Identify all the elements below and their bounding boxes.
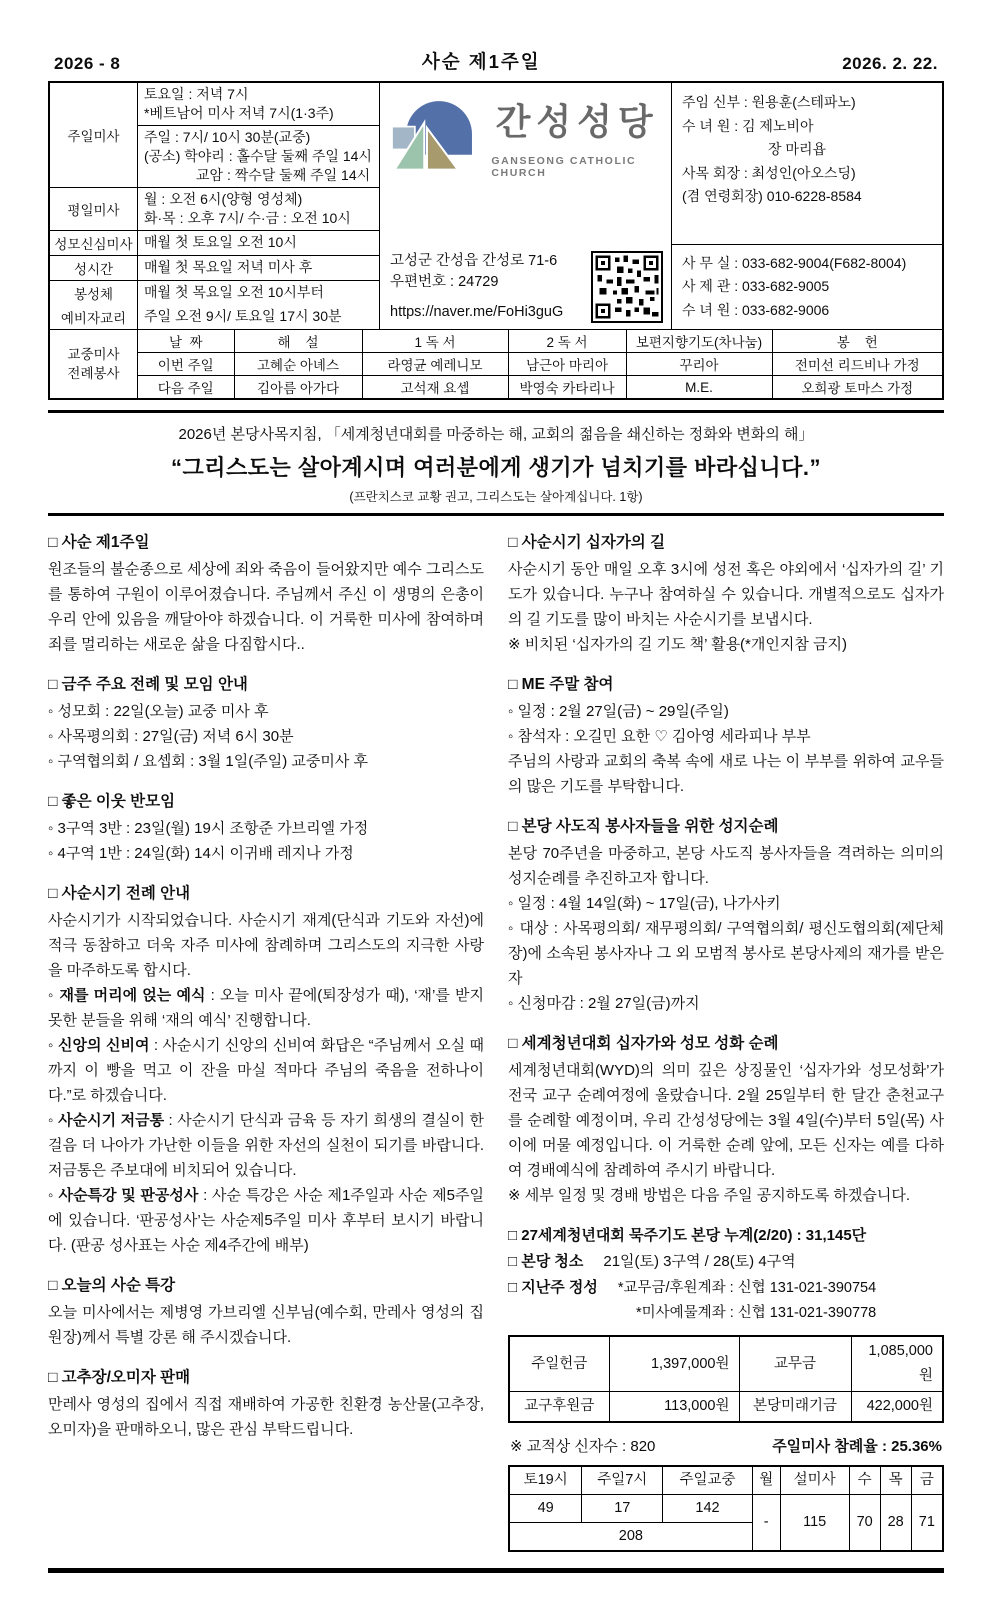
section-body: 만레사 영성의 집에서 직접 재배하여 가공한 친환경 농산물(고추장, 오미자)을 판매하오니, 많은 관심 부탁드립니다. [48, 1396, 484, 1438]
section-lent-liturgy-guide [48, 881, 484, 1258]
offering-account-line-2: *미사예물계좌 : 신협 131-021-390778 [636, 1305, 877, 1321]
section-body: 사순시기 동안 매일 오후 3시에 성전 혹은 야외에서 ‘십자가의 길’ 기도가 있습니다. 누구나 참여하실 수 있습니다. 개별적으로도 십자가의 길 기도를 많이 바치는 사순시기를 보냅시다. [508, 561, 944, 628]
council-phone-line: (겸 연령회장) 010-6228-8584 [682, 188, 862, 204]
holy-hour-time: 매월 첫 목요일 저녁 미사 후 [138, 256, 379, 281]
parish-info-table [48, 81, 944, 400]
rectory-phone-line: 사 제 관 : 033-682-9005 [682, 278, 830, 294]
section-body: 오늘 미사에서는 제병영 가브리엘 신부님(예수회, 만레사 영성의 집 원장)께서 특별 강론 해 주시겠습니다. [48, 1304, 484, 1346]
section-body: 주님의 사랑과 교회의 축복 속에 새로 나는 이 부부를 위하여 교우들의 많은 기도를 부탁합니다. [508, 753, 944, 795]
section-title: □ ME 주말 참여 [508, 676, 614, 693]
weekday-mass-times: 월 : 오전 6시(양형 영성체) 화·목 : 오후 7시/ 수·금 : 오전 10시 [138, 188, 379, 231]
left-column [48, 526, 484, 1552]
offerings-table [508, 1335, 944, 1423]
holy-hour-label: 성시간 [50, 256, 138, 281]
qr-code [591, 251, 663, 323]
council-president-line: 사목 회장 : 최성인(아오스딩) [682, 164, 856, 181]
map-link: https://naver.me/FoHi3guG [390, 304, 564, 320]
liturgy-roster-table [138, 330, 942, 398]
list-item: ◦ 참석자 : 오길민 요한 ♡ 김아영 세라피나 부부 [508, 728, 811, 745]
church-address-block [390, 251, 563, 323]
section-weekly-meetings [48, 672, 484, 774]
church-address: 고성군 간성읍 간성로 71-6 [390, 253, 558, 269]
section-title: □ 좋은 이웃 반모임 [48, 793, 176, 810]
catechumen-time: 주일 오전 9시/ 토요일 17시 30분 [144, 308, 342, 324]
bottom-rule [48, 1568, 944, 1573]
communion-visit-time: 매월 첫 목요일 오전 10시부터 [144, 284, 324, 300]
convent-phone-line: 수 녀 원 : 033-682-9006 [682, 301, 830, 318]
theme-quote: “그리스도는 살아계시며 여러분에게 생기가 넘치기를 바라십니다.” [171, 455, 821, 480]
offering-account-line: □ 지난주 정성 *교무금/후원계좌 : 신협 131-021-390754 [508, 1279, 877, 1296]
table-row: 교구후원금 113,000원 본당미래기금 422,000원 [509, 1392, 943, 1423]
marian-mass-label: 성모신심미사 [50, 231, 138, 256]
section-me-weekend [508, 672, 944, 799]
bulletin-date: 2026. 2. 22. [842, 54, 938, 73]
right-column [508, 526, 944, 1552]
section-note: ※ 세부 일정 및 경배 방법은 다음 주일 공지하도록 하겠습니다. [508, 1187, 911, 1204]
convent-line: 수 녀 원 : 김 제노비아 [682, 117, 814, 134]
section-title: □ 고추장/오미자 판매 [48, 1369, 191, 1386]
table-row: 주일헌금 1,397,000원 교무금 1,085,000원 [509, 1336, 943, 1392]
contacts-block [672, 83, 942, 329]
postal-code: 우편번호 : 24729 [390, 274, 499, 290]
liturgy-roster [50, 329, 942, 398]
section-gochujang-sale [48, 1365, 484, 1442]
section-title: □ 사순시기 전례 안내 [48, 885, 191, 902]
mass-schedule [50, 83, 380, 329]
registered-count: ※ 교적상 신자수 : 820 [510, 1438, 656, 1455]
phone-contacts [672, 245, 942, 330]
table-row: 49 17 142 - 115 70 28 71 [509, 1495, 943, 1523]
office-phone-line: 사 무 실 : 033-682-9004(F682-8004) [682, 254, 907, 271]
list-item: ◦ 일정 : 2월 27일(금) ~ 29일(주일) [508, 703, 729, 720]
church-identity [380, 83, 672, 329]
bulletin-page [48, 0, 944, 1603]
catechumen-label: 예비자교리 [50, 305, 138, 329]
issue-number: 2026 - 8 [54, 54, 121, 73]
section-neighbor-meetings [48, 789, 484, 866]
section-pilgrimage [508, 814, 944, 1016]
section-lent-week1 [48, 530, 484, 657]
section-title: □ 사순 제1주일 [48, 534, 150, 551]
rosary-count-line: □ 27세계청년대회 묵주기도 본당 누계(2/20) : 31,145단 [508, 1227, 867, 1244]
church-name-korean: 간성성당 [495, 100, 659, 142]
list-item: ◦ 일정 : 4월 14일(화) ~ 17일(금), 나가사키 [508, 895, 781, 912]
table-row: 토19시 주일7시 주일교중 월 설미사 수 목 금 [509, 1466, 943, 1495]
sunday-mass-sunday: 주일 : 7시/ 10시 30분(교중) (공소) 학야리 : 홀수달 둘째 주일 14시 교암 : 짝수달 둘째 주일 14시 [138, 126, 379, 188]
attendance-table [508, 1465, 944, 1552]
masthead [48, 48, 944, 81]
sunday-mass-saturday: 토요일 : 저녁 7시 *베트남어 미사 저녁 7시(1·3주) [138, 83, 379, 126]
section-title: □ 본당 사도직 봉사자들을 위한 성지순례 [508, 818, 779, 835]
list-item: ◦ 신앙의 신비여 : 사순시기 신앙의 신비여 화답은 “주님께서 오실 때까지 이 빵을 먹고 이 잔을 마실 적마다 주님의 죽음을 전하나이다.”로 하겠습니다. [48, 1037, 484, 1104]
list-item: ◦ 사순시기 저금통 : 사순시기 단식과 금육 등 자기 희생의 결실이 한 걸음 더 나아가 가난한 이들을 위한 자선의 실천이 되기를 바랍니다. 저금통은 주보대에 비치되어 있습니다. [48, 1112, 484, 1179]
list-item: ◦ 사순특강 및 판공성사 : 사순 특강은 사순 제1주일과 사순 제5주일에 있습니다. ‘판공성사’는 사순제5주일 미사 후부터 보시기 바랍니다. (판공 성사표는 사순 제4주간에 배부) [48, 1187, 484, 1254]
list-item: ◦ 신청마감 : 2월 27일(금)까지 [508, 995, 700, 1012]
church-name-english: GANSEONG CATHOLIC CHURCH [491, 154, 637, 179]
clergy-contacts [672, 83, 942, 245]
sunday-mass-label: 주일미사 [50, 83, 138, 188]
section-title: □ 오늘의 사순 특강 [48, 1277, 176, 1294]
cleaning-line: □ 본당 청소 21일(토) 3구역 / 28(토) 4구역 [508, 1253, 796, 1270]
list-item: ◦ 대상 : 사목평의회/ 재무평의회/ 구역협의회/ 평신도협의회(제단체장)에 소속된 봉사자나 그 외 모범적 봉사로 본당사제의 재가를 받은 자 [508, 920, 944, 987]
section-title: □ 세계청년대회 십자가와 성모 성화 순례 [508, 1035, 779, 1052]
section-note: ※ 비치된 ‘십자가의 길 기도 책’ 활용(*개인지참 금지) [508, 636, 847, 653]
marian-mass-time: 매월 첫 토요일 오전 10시 [138, 231, 379, 256]
roster-header-row: 날 짜 해 설 1 독 서 2 독 서 보편지향기도(차나눔) 봉 헌 [138, 330, 942, 353]
list-item: ◦ 재를 머리에 얹는 예식 : 오늘 미사 끝에(퇴장성가 때), ‘재’를 받지 못한 분들을 위해 ‘재의 예식’ 진행합니다. [48, 987, 484, 1029]
section-body: 원조들의 불순종으로 세상에 죄와 죽음이 들어왔지만 예수 그리스도를 통하여 구원이 이루어졌습니다. 주님께서 주신 이 생명의 은총이 우리 안에 있음을 깨달아야 하겠습니다. 이 거룩한 미사에 참여하며 죄를 멀리하는 새로운 삶을 다짐합시다.. [48, 561, 484, 653]
section-title: □ 사순시기 십자가의 길 [508, 534, 666, 551]
parish-stats-line [508, 1434, 944, 1459]
list-item: ◦ 4구역 1반 : 24일(화) 14시 이귀배 레지나 가정 [48, 845, 354, 862]
church-wordmark [491, 94, 663, 179]
weekday-mass-label: 평일미사 [50, 188, 138, 231]
liturgy-roster-label: 교중미사 전례봉사 [50, 330, 138, 398]
church-logo [388, 91, 475, 181]
section-today-lecture [48, 1273, 484, 1350]
table-row: 208 [509, 1523, 943, 1552]
quote-source: (프란치스코 교황 권고, 그리스도는 살아계십니다. 1항) [349, 490, 643, 504]
pastor-line: 주임 신부 : 원용훈(스테파노) [682, 94, 856, 110]
list-item: ◦ 구역협의회 / 요셉회 : 3월 1일(주일) 교중미사 후 [48, 753, 368, 770]
attendance-rate: 주일미사 참례율 : 25.36% [772, 1438, 942, 1455]
pastoral-guideline: 2026년 본당사목지침, 「세계청년대회를 마중하는 해, 교회의 젊음을 쇄신하는 정화와 변화의 해」 [178, 426, 814, 443]
section-wyd-cross [508, 1031, 944, 1208]
pastoral-theme-banner [48, 410, 944, 516]
roster-row-this-week: 이번 주일 고혜순 아녜스 라영균 예레니모 남근아 마리아 꾸리아 전미선 리드비나 가정 [138, 353, 942, 376]
bulletin-title: 사순 제1주일 [421, 51, 541, 72]
convent-line-2: 장 마리욥 [768, 141, 826, 157]
roster-row-next-week: 다음 주일 김아름 아가다 고석재 요셉 박영숙 카타리나 M.E. 오희광 토마스 가정 [138, 376, 942, 399]
section-way-of-cross [508, 530, 944, 657]
list-item: ◦ 3구역 3반 : 23일(월) 19시 조항준 가브리엘 가정 [48, 820, 369, 837]
list-item: ◦ 사목평의회 : 27일(금) 저녁 6시 30분 [48, 728, 294, 745]
communion-visit-label: 봉성체 [50, 281, 138, 305]
section-body: 본당 70주년을 마중하고, 본당 사도직 봉사자들을 격려하는 의미의 성지순례를 추진하고자 합니다. [508, 845, 944, 887]
section-body: 사순시기가 시작되었습니다. 사순시기 재계(단식과 기도와 자선)에 적극 동참하고 더욱 자주 미사에 참례하며 그리스도의 지극한 사랑을 마주하도록 합시다. [48, 912, 484, 979]
list-item: ◦ 성모회 : 22일(오늘) 교중 미사 후 [48, 703, 269, 720]
section-title: □ 금주 주요 전례 및 모임 안내 [48, 676, 248, 693]
section-body: 세계청년대회(WYD)의 의미 깊은 상징물인 ‘십자가와 성모성화’가 전국 교구 순례여정에 올랐습니다. 2월 25일부터 한 달간 춘천교구를 순례할 예정이며, 우리 간성성당에는 3월 4일(수)부터 5일(목) 사이에 머물 예정입니다. 이 거룩한 순례 앞에, 모든 신자는 예를 다하여 경배예식에 참례하여 주시기 바랍니다. [508, 1062, 944, 1179]
